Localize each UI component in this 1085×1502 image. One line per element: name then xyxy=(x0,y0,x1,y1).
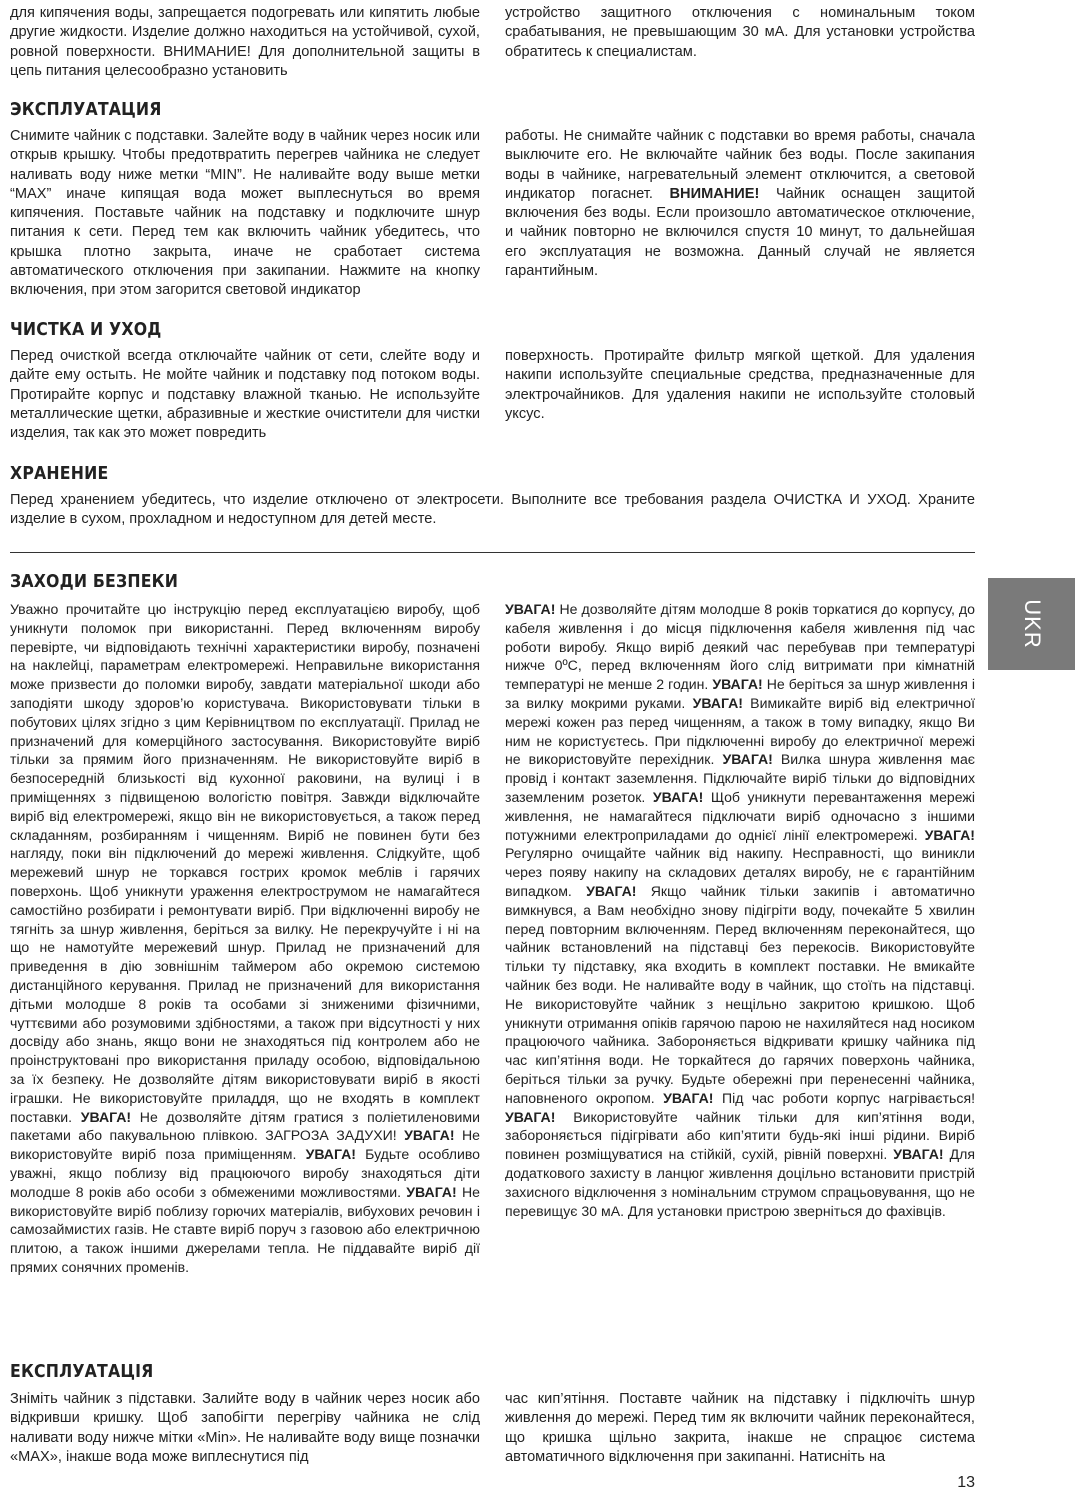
ru-storage-section xyxy=(10,464,975,530)
ru-cleaning-title: ЧИСТКА И УХОД xyxy=(10,320,162,340)
ru-storage-text: Перед хранением убедитесь, что изделие отключено от электросети. Выполните все требования раздела ОЧИСТКА И УХОД. Храните изделие в сухом, прохладном и недоступном для детей месте. xyxy=(10,492,975,528)
ru-operation-right: работы. Не снимайте чайник с подставки во время работы, сначала выключите его. Не включайте чайник без воды. После закипания воды в чайнике, нагревательный элемент отключится, а световой индикатор погаснет. ВНИМАНИЕ! Чайник оснащен защитой включения без воды. Если произошло автоматическое отключение, и чайник повторно не включился спустя 10 минут, то дальнейшая его эксплуатация не возможна. Данный случай не является гарантийным. xyxy=(505,128,975,280)
ru-storage-title: ХРАНЕНИЕ xyxy=(10,464,109,484)
ru-top-left: для кипячения воды, запрещается подогревать или кипятить любые другие жидкости. Изделие должно находиться на устойчивой, сухой, ровной поверхности. ВНИМАНИЕ! Для дополнительной защиты в цепь питания целесообразно установить xyxy=(10,5,480,79)
ua-safety-section xyxy=(10,572,975,1277)
ua-safety-left: Уважно прочитайте цю інструкцію перед експлуатацією виробу, щоб уникнути поломок при використанні. Перед включенням виробу перевірте, чи відповідають технічні характеристики виробу, позначені на наклейці, параметрам електромережі. Неправильне використання може призвести до поломки виробу, завдати матеріальної шкоди або заподіяти шкоду здоров’ю користувача. Використовувати тільки в побутових цілях згідно з цим Керівництвом по експлуатації. Прилад не призначений для комерційного застосування. Використовуйте виріб тільки за прямим його призначенням. Не використовуйте виріб в безпосередній близькості від кухонної раковини, на вулиці і в приміщеннях з підвищеною вологістю повітря. Завжди відключайте виріб від електромережі, якщо він не використовується, а також перед складанням, розбиранням і чищенням. Виріб не повинен бути без нагляду, поки він підключений до мережі живлення. Слідкуйте, щоб мережевий шнур не торкався гострих кромок меблів і гарячих поверхонь. Щоб уникнути ураження електрострумом не намагайтеся самостійно розбирати і ремонтувати виріб. При відключенні виробу не тягніть за шнур живлення, беріться за вилку. Не перекручуйте і ні на що не намотуйте мережевий шнур. Прилад не призначений для приведення в дію зовнішнім таймером або окремою системою дистанційного керування. Прилад не призначений для використання дітьми молодше 8 років та особами зі зниженими фізичними, чуттєвими або розумовими здібностями, а також при відсутності у них досвіду або знань, якщо вони не знаходяться під контролем або не проінструктовані про використання приладу особою, відповідальною за їх безпеку. Не дозволяйте дітям використовувати виріб в якості іграшки. Не використовуйте приладдя, що не входять в комплект поставки. УВАГА! Не дозволяйте дітям гратися з поліетиленовими пакетами або пакувальною плівкою. ЗАГРОЗА ЗАДУХИ! УВАГА! Не використовуйте виріб поза приміщенням. УВАГА! Будьте особливо уважні, якщо поблизу від працюючого виробу знаходяться діти молодше 8 років або особи з обмеженими можливостями. УВАГА! Не використовуйте виріб поблизу горючих матеріалів, вибухових речовин і самозаймистих газів. Не ставте виріб поруч з газовою або електричною плитою, а також іншими джерелами тепла. Не піддавайте виріб дії прямих сонячних променів. xyxy=(10,601,481,1275)
ua-operation-left: Зніміть чайник з підставки. Залийте воду в чайник через носик або відкривши кришку. Щоб запобігти перегріву чайника не слід наливати воду нижче мітки «Min». Не наливайте воду вище позначки «MAX», інакше вода може виплеснутися під xyxy=(10,1391,480,1465)
section-divider xyxy=(10,552,975,553)
ru-top-right: устройство защитного отключения с номинальным током срабатывания, не превышающим 30 мА. Для установки устройства обратитесь к специалистам. xyxy=(505,5,975,60)
ua-operation-title: ЕКСПЛУАТАЦІЯ xyxy=(10,1362,154,1382)
ru-operation-section xyxy=(10,100,975,301)
ua-operation-section xyxy=(10,1362,975,1467)
page-number: 13 xyxy=(957,1474,975,1491)
ru-operation-title: ЭКСПЛУАТАЦИЯ xyxy=(10,100,162,120)
language-tab: UKR xyxy=(988,578,1075,670)
ru-cleaning-right: поверхность. Протирайте фильтр мягкой щеткой. Для удаления накипи используйте специальные средства, предназначенные для электрочайников. Для удаления накипи не используйте столовый уксус. xyxy=(505,348,975,422)
warning-label: ВНИМАНИЕ! xyxy=(669,185,760,202)
ua-operation-right: час кип’ятіння. Поставте чайник на підставку і підключіть шнур живлення до мережі. Перед тим як включити чайник переконайтеся, що кришка щільно закрита, інакше не спрацює система автоматичного відключення при закипанні. Натисніть на xyxy=(505,1391,975,1465)
ru-cleaning-left: Перед очисткой всегда отключайте чайник от сети, слейте воду и дайте ему остыть. Не мойте чайник и подставку под потоком воды. Протирайте корпус и подставку влажной тканью. Не используйте металлические щетки, абразивные и жесткие очистители для чистки изделия, так как это может повредить xyxy=(10,348,480,442)
ru-cleaning-section xyxy=(10,320,975,443)
ru-operation-left: Снимите чайник с подставки. Залейте воду в чайник через носик или открыв крышку. Чтобы предотвратить перегрев чайника не следует наливать воду ниже метки “MIN”. Не наливайте воду выше метки “MAX” иначе кипящая вода может выплеснуться во время кипячения. Поставьте чайник на подставку и подключите шнур питания к сети. Перед тем как включить чайник убедитесь, что крышка плотно закрыта, иначе не сработает система автоматического отключения при закипании. Нажмите на кнопку включения, при этом загорится световой индикатор xyxy=(10,128,480,299)
ua-safety-right: УВАГА! Не дозволяйте дітям молодше 8 років торкатися до корпусу, до кабеля живлення і до місця підключення кабеля живлення під час роботи виробу. Якщо виріб деякий час перебував при температурі нижче 0ºC, перед включенням його слід витримати при кімнатній температурі не менше 2 годин. УВАГА! Не беріться за шнур живлення і за вилку мокрими руками. УВАГА! Вимикайте виріб від електричної мережі кожен раз перед чищенням, а також в тому випадку, якщо Ви ним не користуєтесь. При підключенні виробу до електричної мережі не використовуйте перехідник. УВАГА! Вилка шнура живлення має провід і контакт заземлення. Підключайте виріб тільки до відповідних заземленим розеток. УВАГА! Щоб уникнути перевантаження мережі живлення, не намагайтеся підключати виріб одночасно з іншими потужними електроприладами до однієї лінії електромережі. УВАГА! Регулярно очищайте чайник від накипу. Несправності, що виникли через появу накипу на складових деталях виробу, не є гарантійним випадком. УВАГА! Якщо чайник тільки закипів і автоматично вимкнувся, а Вам необхідно знову підігріти воду, почекайте 5 хвилин перед повторним включенням. Перед включенням переконайтеся, що чайник встановлений на підставці без перекосів. Використовуйте тільки ту підставку, яка входить в комплект поставки. Не вмикайте чайник без води. Не наливайте воду в чайник, що стоїть на підставці. Не використовуйте чайник з нещільно закритою кришкою. Щоб уникнути отримання опіків гарячою парою не нахиляйтеся над носиком працюючого чайника. Забороняється відкривати кришку чайника під час кип’ятіння води. Не торкайтеся до гарячих поверхонь чайника, беріться тільки за ручку. Будьте обережні при перенесенні чайника, наповненого окропом. УВАГА! Під час роботи корпус нагрівається! УВАГА! Використовуйте чайник тільки для кип’ятіння води, забороняється підігрівати або кип’ятити будь-які інші рідини. Виріб повинен розміщуватися на стійкій, сухій, рівній поверхні. УВАГА! Для додаткового захисту в ланцюг живлення доцільно встановити пристрій захисного відключення з номінальним струмом спрацьовування, що не перевищує 30 мА. Для установки пристрою зверніться до фахівців. xyxy=(505,601,976,1219)
ua-safety-title: ЗАХОДИ БЕЗПЕКИ xyxy=(10,572,179,592)
ru-top-section xyxy=(10,4,975,81)
